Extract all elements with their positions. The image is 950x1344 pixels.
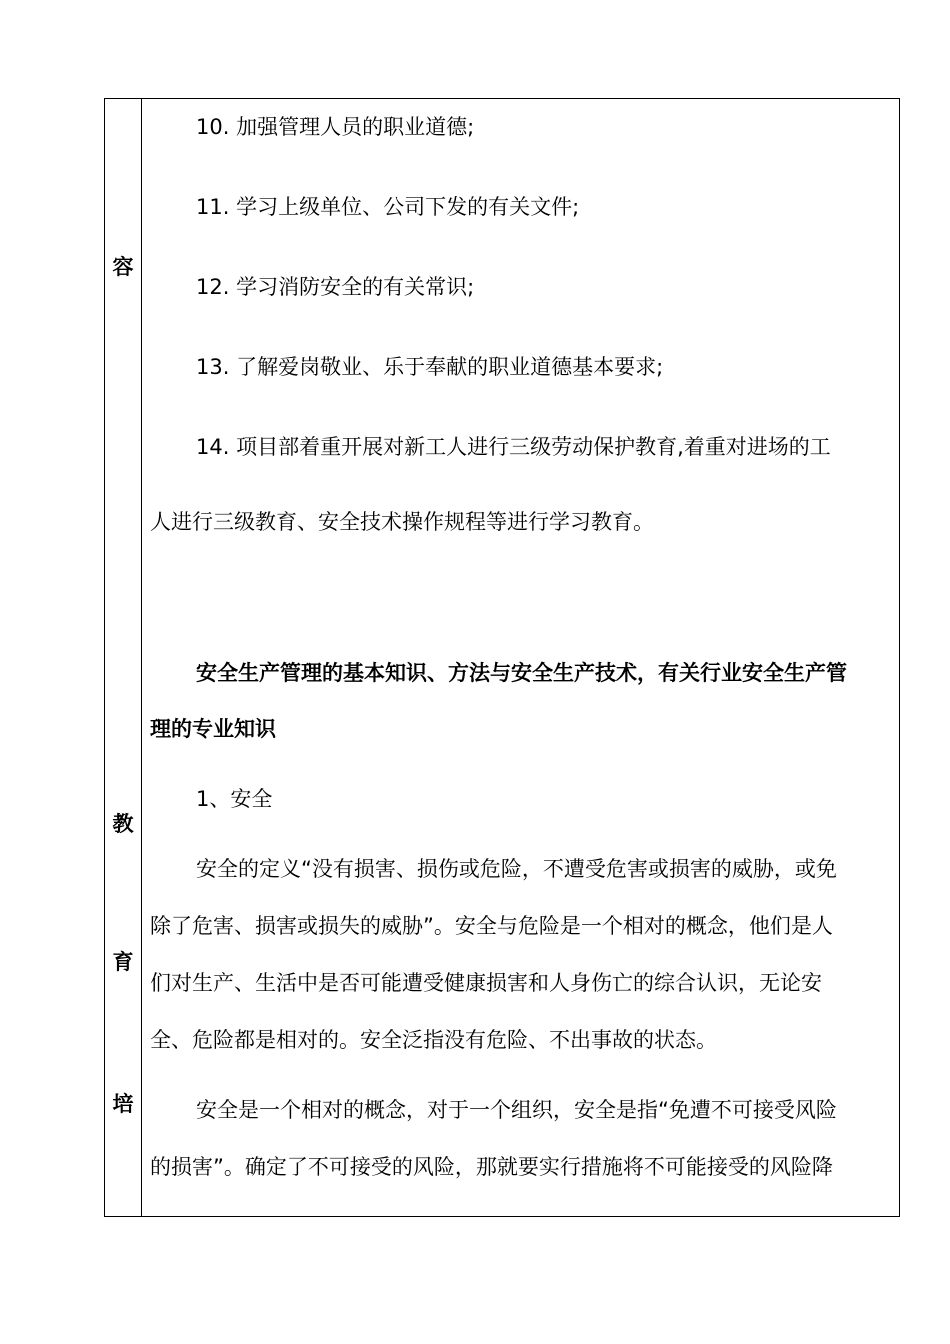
list-item: 14. 项目部着重开展对新工人进行三级劳动保护教育,着重对进场的工 xyxy=(196,435,831,459)
side-label-char: 培 xyxy=(112,1092,134,1116)
section-heading-continuation: 理的专业知识 xyxy=(150,717,276,741)
paragraph-line: 全、危险都是相对的。安全泛指没有危险、不出事故的状态。 xyxy=(150,1028,717,1052)
list-item: 12. 学习消防安全的有关常识; xyxy=(196,275,475,299)
list-item-continuation: 人进行三级教育、安全技术操作规程等进行学习教育。 xyxy=(150,510,654,534)
paragraph-line: 的损害”。确定了不可接受的风险，那就要实行措施将不可能接受的风险降 xyxy=(150,1155,833,1179)
side-label-char: 容 xyxy=(112,255,134,279)
list-item: 13. 了解爱岗敬业、乐于奉献的职业道德基本要求; xyxy=(196,355,664,379)
paragraph-line: 除了危害、损害或损失的威胁”。安全与危险是一个相对的概念，他们是人 xyxy=(150,914,833,938)
side-label-char: 育 xyxy=(112,950,134,974)
paragraph-line: 安全是一个相对的概念，对于一个组织，安全是指“免遭不可接受风险 xyxy=(196,1098,837,1122)
paragraph-line: 们对生产、生活中是否可能遭受健康损害和人身伤亡的综合认识，无论安 xyxy=(150,971,822,995)
section-heading: 安全生产管理的基本知识、方法与安全生产技术，有关行业安全生产管 xyxy=(196,661,847,685)
side-label-char: 教 xyxy=(112,812,134,836)
list-item: 10. 加强管理人员的职业道德; xyxy=(196,115,475,139)
subsection-title: 1、安全 xyxy=(196,787,273,811)
list-item: 11. 学习上级单位、公司下发的有关文件; xyxy=(196,195,580,219)
paragraph-line: 安全的定义“没有损害、损伤或危险，不遭受危害或损害的威胁，或免 xyxy=(196,857,837,881)
